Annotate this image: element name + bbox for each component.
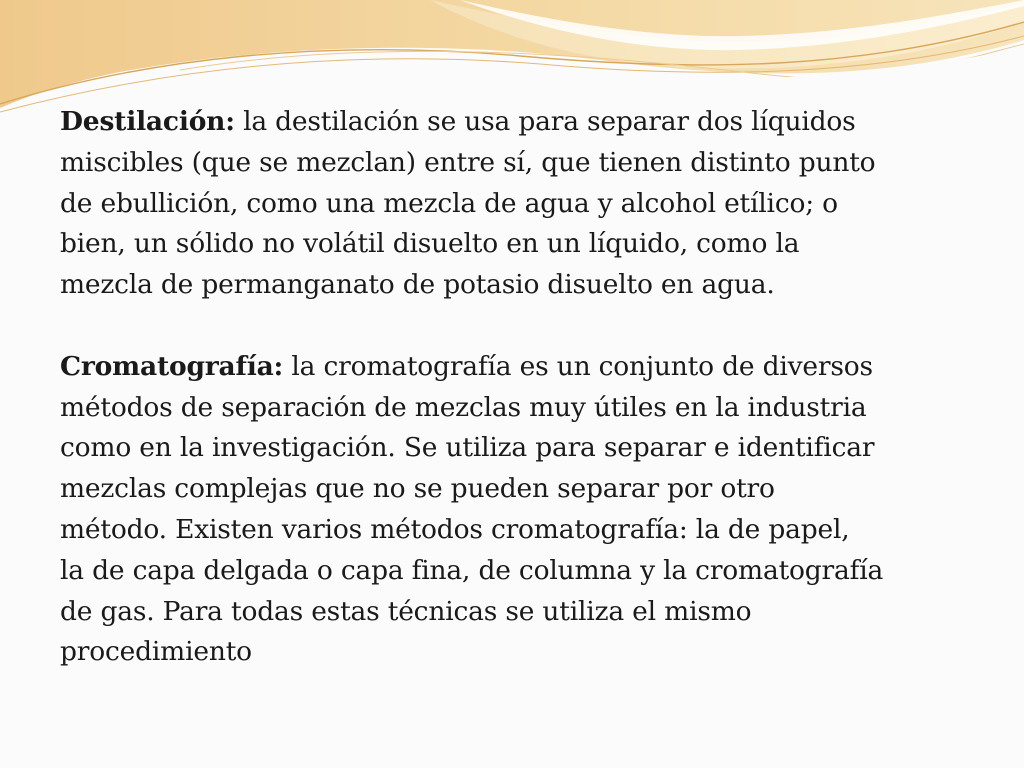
definition-text: la cromatografía es un conjunto de diversos xyxy=(283,350,873,382)
text-line xyxy=(60,102,980,143)
text-line: métodos de separación de mezclas muy útiles en la industria xyxy=(60,391,867,423)
text-line: mezcla de permanganato de potasio disuelto en agua. xyxy=(60,269,775,301)
paragraph-destilacion xyxy=(60,102,980,306)
text-line xyxy=(60,347,980,388)
text-line: de ebullición, como una mezcla de agua y alcohol etílico; o xyxy=(60,187,838,219)
text-line: de gas. Para todas estas técnicas se utiliza el mismo xyxy=(60,595,752,627)
text-line: miscibles (que se mezclan) entre sí, que tienen distinto punto xyxy=(60,146,876,178)
term-cromatografia: Cromatografía: xyxy=(60,350,284,382)
text-line: método. Existen varios métodos cromatografía: la de papel, xyxy=(60,513,850,545)
definition-text: la destilación se usa para separar dos líquidos xyxy=(234,106,856,137)
slide-body xyxy=(60,102,980,673)
text-line: procedimiento xyxy=(60,636,252,668)
term-destilacion: Destilación: xyxy=(60,106,235,137)
text-line: la de capa delgada o capa fina, de columna y la cromatografía xyxy=(60,554,884,586)
text-line: bien, un sólido no volátil disuelto en un líquido, como la xyxy=(60,228,800,260)
text-line: mezclas complejas que no se pueden separar por otro xyxy=(60,473,775,505)
text-line: como en la investigación. Se utiliza para separar e identificar xyxy=(60,432,875,464)
paragraph-cromatografia xyxy=(60,347,980,673)
